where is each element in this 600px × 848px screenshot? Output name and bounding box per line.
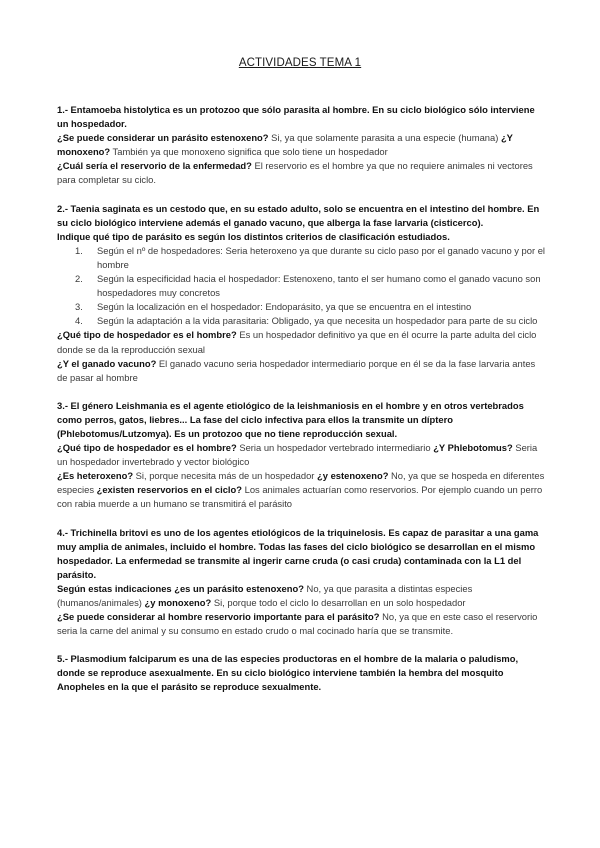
list-item [75, 300, 547, 314]
question: ¿y monoxeno? [144, 597, 212, 608]
question: ¿Y Phlebotomus? [433, 442, 513, 454]
activity-2-prompt: Indique qué tipo de parásito es según los distintos criterios de clasificación estudiados. [57, 230, 450, 242]
list-item [75, 272, 547, 300]
activity-2-answers-2 [57, 357, 547, 385]
question: ¿Se puede considerar un parásito estenoxeno? [57, 132, 269, 144]
question: ¿Es heteroxeno? [57, 470, 134, 482]
list-item [75, 244, 547, 272]
activity-3 [57, 399, 547, 512]
activity-2-statement: 2.- Taenia saginata es un cestodo que, en su estado adulto, solo se encuentra en el intestino del hombre. En su ciclo biológico interviene además el ganado vacuno, que alberga la fase larvaria (cisticerco). [57, 202, 540, 228]
list-number: 3. [75, 301, 83, 313]
activity-1-answers [57, 131, 547, 159]
activity-1-statement: 1.- Entamoeba histolytica es un protozoo que sólo parasita al hombre. En su ciclo biológico sólo interviene un hospedador. [57, 104, 535, 130]
answer: No, ya que en este caso el reservorio seria la carne del animal y su consumo en estado crudo o mal cocinado haría que se transmite. [57, 611, 538, 637]
question: ¿Y monoxeno? [57, 132, 513, 158]
answer: También ya que monoxeno significa que solo tiene un hospedador [110, 146, 388, 158]
activity-3-statement: 3.- El género Leishmania es el agente etiológico de la leishmaniosis en el hombre y en otros vertebrados como perros, gatos, liebres... La fase del ciclo infectiva para ellos la transmite un díptero (Phlebotomus/Lutzomya). Es un protozoo que no tiene reproducción sexual. [57, 399, 524, 439]
answer: No, ya que se hospeda en diferentes especies [57, 470, 545, 496]
list-text: Según la localización en el hospedador: Endoparásito, ya que se encuentra en el intestino [97, 301, 472, 313]
activity-5-statement: 5.- Plasmodium falciparum es una de las especies productoras en el hombre de la malaria o paludismo, donde se reproduce asexualmente. En su ciclo biológico interviene también la hembra del mosquito Anopheles en la que el parásito se reproduce sexualmente. [57, 653, 519, 693]
answer: Seria un hospedador vertebrado intermediario [236, 442, 434, 454]
activity-4 [57, 526, 547, 639]
activity-5 [57, 652, 547, 694]
question: ¿Y el ganado vacuno? [57, 357, 157, 369]
classification-list [57, 244, 547, 329]
question: ¿Se puede considerar al hombre reservorio importante para el parásito? [57, 611, 380, 623]
page-title: ACTIVIDADES TEMA 1 [238, 57, 362, 69]
document-body [57, 103, 547, 709]
answer: El reservorio es el hombre ya que no requiere animales ni vectores para completar su ciclo. [57, 160, 533, 186]
list-item [75, 314, 547, 328]
answer: Seria un hospedador invertebrado y vector biológico [57, 442, 538, 468]
question: ¿existen reservorios en el ciclo? [96, 484, 242, 496]
answer: El ganado vacuno seria hospedador intermediario porque en él se da la fase larvaria antes de pasar al hombre [57, 357, 536, 383]
answer: Es un hospedador definitivo ya que en él ocurre la parte adulta del ciclo donde se da la reproducción sexual [57, 329, 537, 355]
activity-2 [57, 202, 547, 385]
question: ¿Cuál sería el reservorio de la enfermedad? [57, 160, 252, 172]
answer: Si, ya que solamente parasita a una especie (humana) [268, 132, 501, 144]
activity-4-body [57, 526, 547, 639]
activity-1-answers-2 [57, 159, 547, 187]
activity-3-body [57, 399, 547, 512]
answer: No, ya que parasita a distintas especies (humanos/animales) [57, 582, 473, 608]
answer: Si, porque necesita más de un hospedador [133, 470, 318, 482]
activity-2-answers [57, 328, 547, 356]
list-number: 1. [75, 244, 83, 256]
list-number: 4. [75, 315, 83, 327]
question: Según estas indicaciones ¿es un parásito estenoxeno? [57, 582, 304, 594]
activity-4-statement: 4.- Trichinella britovi es uno de los agentes etiológicos de la triquinelosis. Es capaz de parasitar a una gama muy amplia de animales, incluido el hombre. Todas las fases del ciclo biológico se desarrollan en el mismo hospedador. La enfermedad se transmite al ingerir carne cruda (o casi cruda) contaminada con la L1 del parásito. [57, 526, 539, 580]
list-text: Según el nº de hospedadores: Seria heteroxeno ya que durante su ciclo paso por el ganado vacuno y por el hombre [97, 244, 546, 270]
list-text: Según la adaptación a la vida parasitaria: Obligado, ya que necesita un hospedador para parte de su ciclo [97, 315, 538, 327]
list-text: Según la especificidad hacia el hospedador: Estenoxeno, tanto el ser humano como el ganado vacuno son hospedadores muy concretos [97, 273, 541, 299]
list-number: 2. [75, 273, 83, 285]
question: ¿Qué tipo de hospedador es el hombre? [57, 329, 237, 341]
answer: Si, porque todo el ciclo lo desarrollan en un solo hospedador [211, 597, 466, 608]
question: ¿Qué tipo de hospedador es el hombre? [57, 442, 237, 454]
question: ¿y estenoxeno? [317, 470, 389, 482]
answer: Los animales actuarían como reservorios. Por ejemplo cuando un perro con rabia muerde a un humano se transmitirá el parásito [57, 484, 543, 510]
activity-1 [57, 103, 547, 188]
